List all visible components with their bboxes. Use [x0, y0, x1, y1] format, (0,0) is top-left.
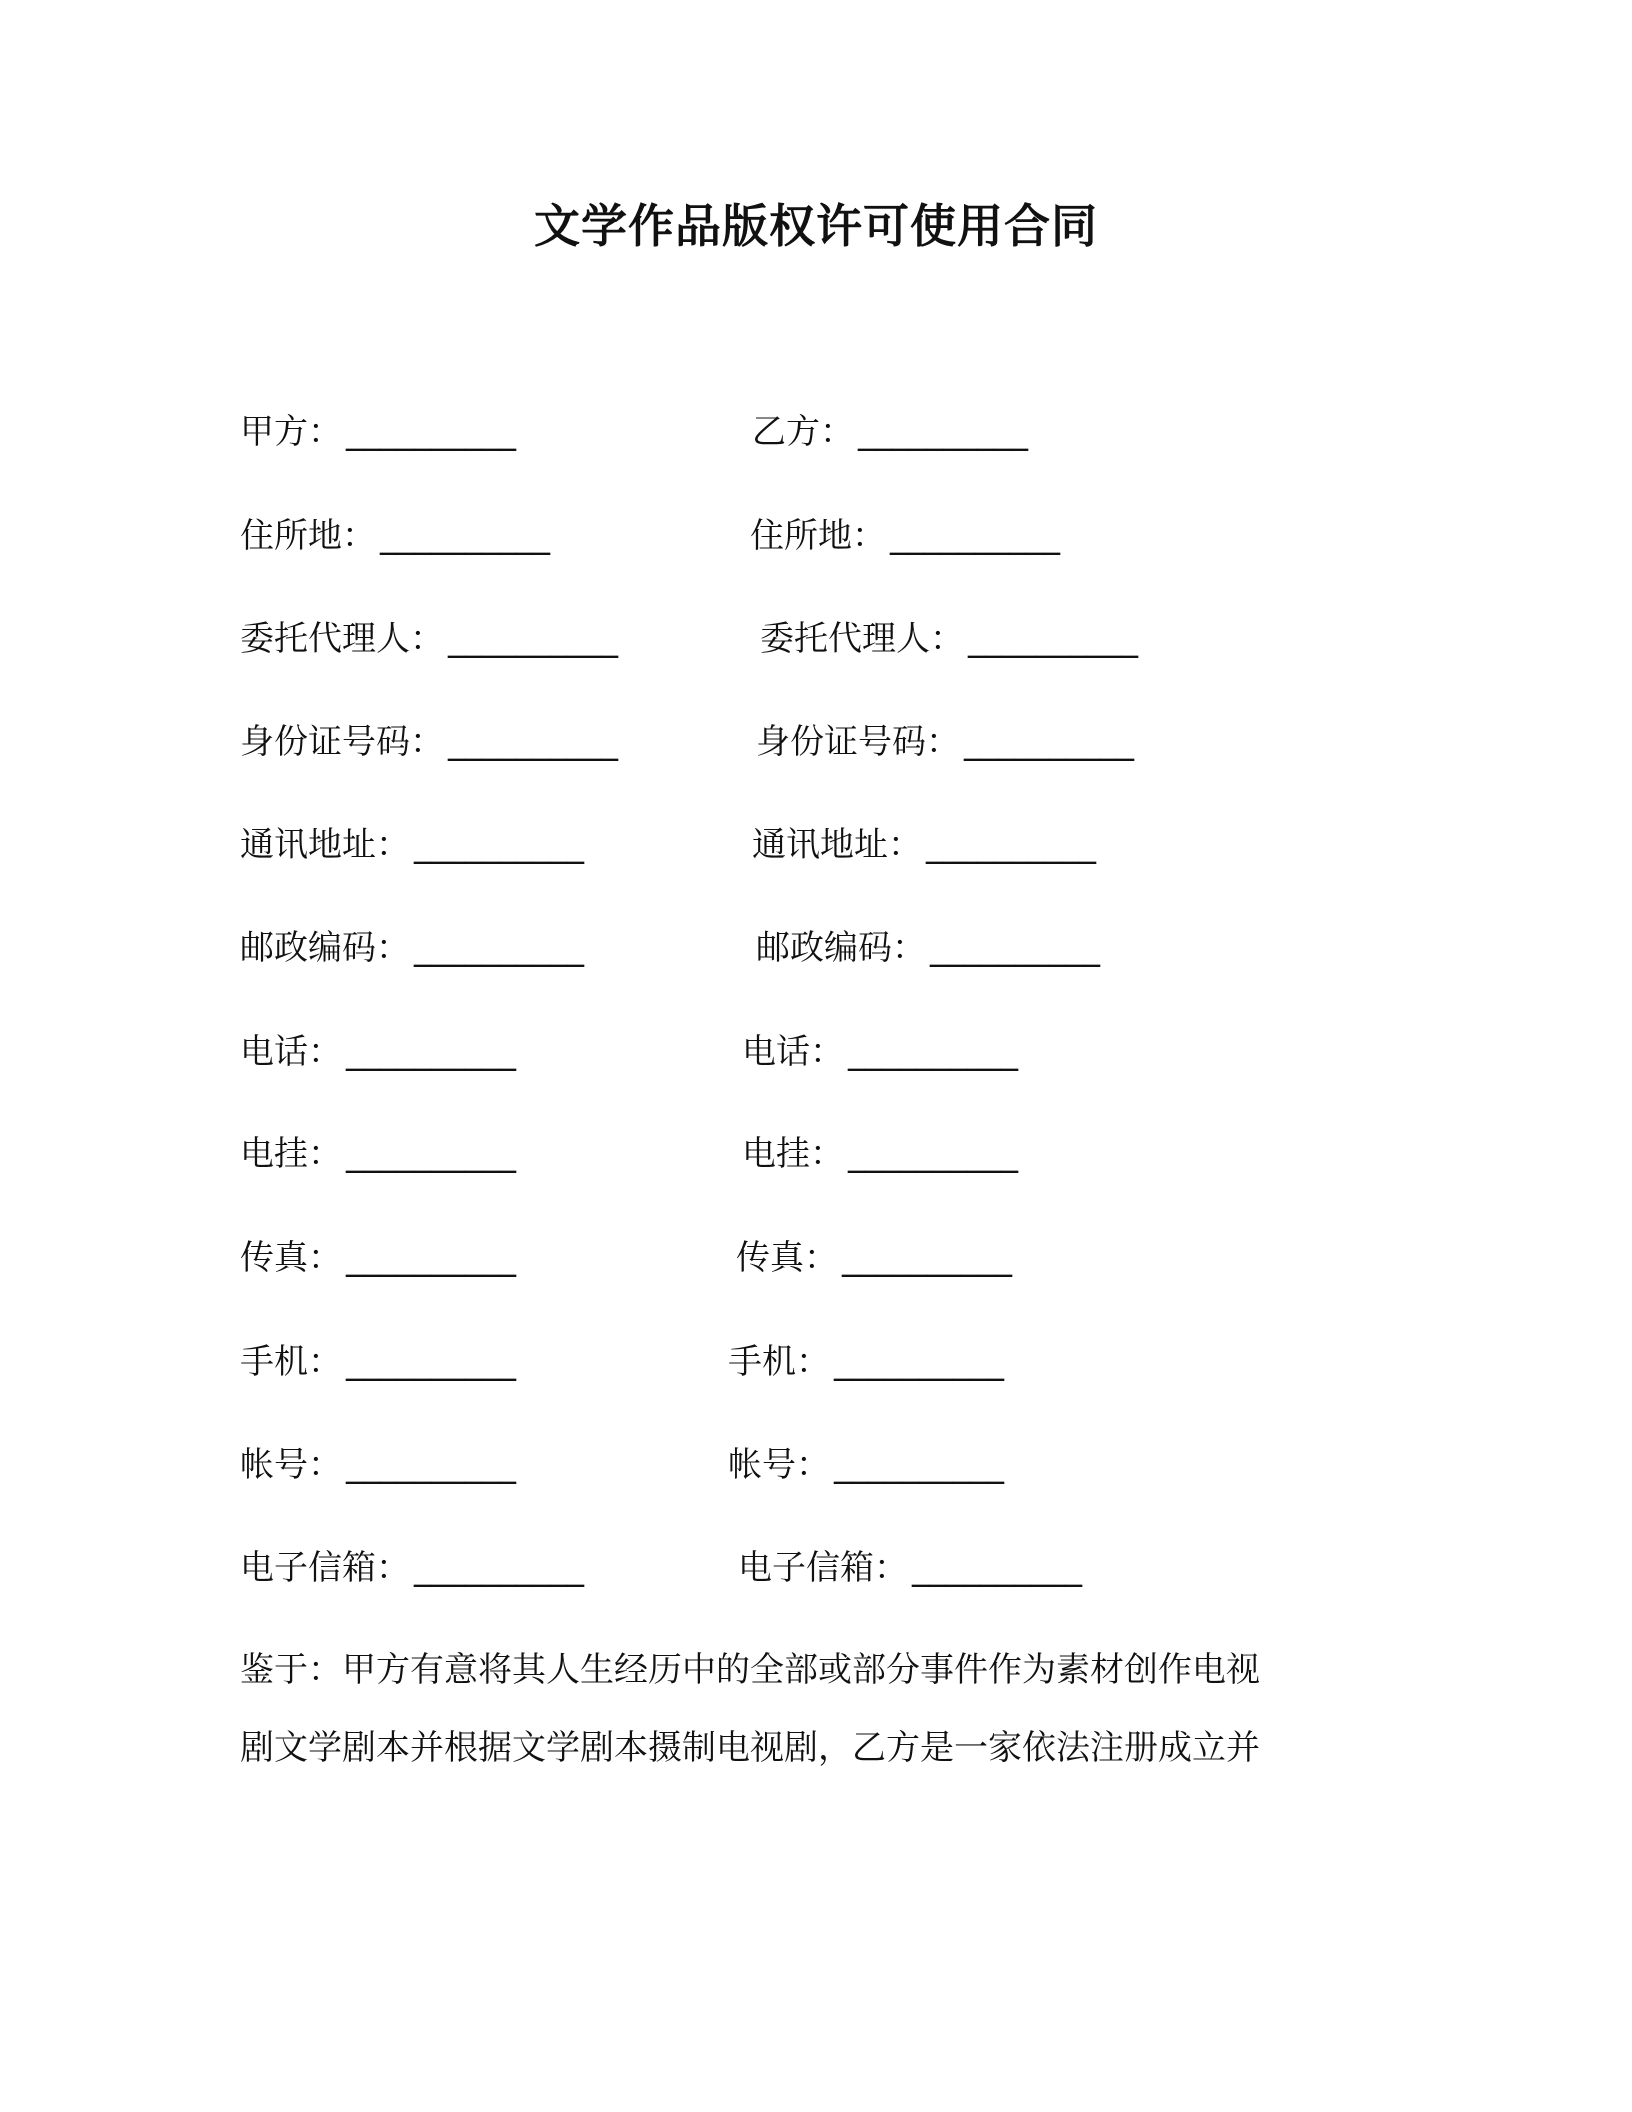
blank-line: __________: [414, 1548, 584, 1588]
field-label: 手机：: [240, 1342, 342, 1382]
field-label: 电挂：: [742, 1134, 844, 1174]
blank-line: __________: [848, 1032, 1018, 1072]
field-label: 甲方：: [240, 412, 342, 452]
party-b-address-field: [750, 514, 1060, 558]
party-a-id-field: [240, 720, 618, 764]
field-label: 传真：: [240, 1238, 342, 1278]
field-label: 身份证号码：: [240, 722, 444, 762]
field-label: 邮政编码：: [756, 928, 926, 968]
field-label: 委托代理人：: [240, 619, 444, 659]
party-a-phone-field: [240, 1030, 516, 1074]
party-b-postcode-field: [756, 926, 1100, 970]
party-a-fax-field: [240, 1236, 516, 1280]
party-b-email-field: [738, 1546, 1082, 1590]
blank-line: __________: [414, 825, 584, 865]
party-a-agent-field: [240, 617, 618, 661]
party-a-email-field: [240, 1546, 584, 1590]
field-label: 电话：: [240, 1032, 342, 1072]
blank-line: __________: [346, 1342, 516, 1382]
blank-line: __________: [890, 516, 1060, 556]
party-a-address-field: [240, 514, 550, 558]
blank-line: __________: [346, 1032, 516, 1072]
party-b-telegraph-field: [742, 1132, 1018, 1176]
blank-line: __________: [842, 1238, 1012, 1278]
field-label: 帐号：: [728, 1445, 830, 1485]
blank-line: __________: [834, 1342, 1004, 1382]
blank-line: __________: [848, 1134, 1018, 1174]
party-b-account-field: [728, 1443, 1004, 1487]
document-title: 文学作品版权许可使用合同: [534, 199, 1098, 253]
blank-line: __________: [968, 619, 1138, 659]
field-label: 传真：: [736, 1238, 838, 1278]
blank-line: __________: [930, 928, 1100, 968]
field-label: 委托代理人：: [760, 619, 964, 659]
party-b-mail-address-field: [752, 823, 1096, 867]
party-b-mobile-field: [728, 1340, 1004, 1384]
field-label: 帐号：: [240, 1445, 342, 1485]
party-a-mail-address-field: [240, 823, 584, 867]
blank-line: __________: [448, 722, 618, 762]
body-line: 鉴于：甲方有意将其人生经历中的全部或部分事件作为素材创作电视: [240, 1650, 1260, 1690]
field-label: 住所地：: [750, 516, 886, 556]
party-a-name-field: [240, 410, 516, 454]
blank-line: __________: [964, 722, 1134, 762]
party-a-telegraph-field: [240, 1132, 516, 1176]
field-label: 电话：: [742, 1032, 844, 1072]
field-label: 通讯地址：: [752, 825, 922, 865]
party-a-account-field: [240, 1443, 516, 1487]
party-b-name-field: [752, 410, 1028, 454]
blank-line: __________: [346, 1134, 516, 1174]
party-b-id-field: [756, 720, 1134, 764]
field-label: 电子信箱：: [240, 1548, 410, 1588]
field-label: 乙方：: [752, 412, 854, 452]
field-label: 手机：: [728, 1342, 830, 1382]
blank-line: __________: [346, 1445, 516, 1485]
blank-line: __________: [448, 619, 618, 659]
field-label: 电挂：: [240, 1134, 342, 1174]
field-label: 通讯地址：: [240, 825, 410, 865]
party-b-agent-field: [760, 617, 1138, 661]
blank-line: __________: [858, 412, 1028, 452]
field-label: 身份证号码：: [756, 722, 960, 762]
blank-line: __________: [834, 1445, 1004, 1485]
blank-line: __________: [912, 1548, 1082, 1588]
blank-line: __________: [414, 928, 584, 968]
party-b-fax-field: [736, 1236, 1012, 1280]
blank-line: __________: [380, 516, 550, 556]
blank-line: __________: [346, 1238, 516, 1278]
blank-line: __________: [926, 825, 1096, 865]
party-a-postcode-field: [240, 926, 584, 970]
party-b-phone-field: [742, 1030, 1018, 1074]
blank-line: __________: [346, 412, 516, 452]
field-label: 电子信箱：: [738, 1548, 908, 1588]
party-a-mobile-field: [240, 1340, 516, 1384]
body-line: 剧文学剧本并根据文学剧本摄制电视剧，乙方是一家依法注册成立并: [240, 1728, 1260, 1768]
field-label: 住所地：: [240, 516, 376, 556]
field-label: 邮政编码：: [240, 928, 410, 968]
